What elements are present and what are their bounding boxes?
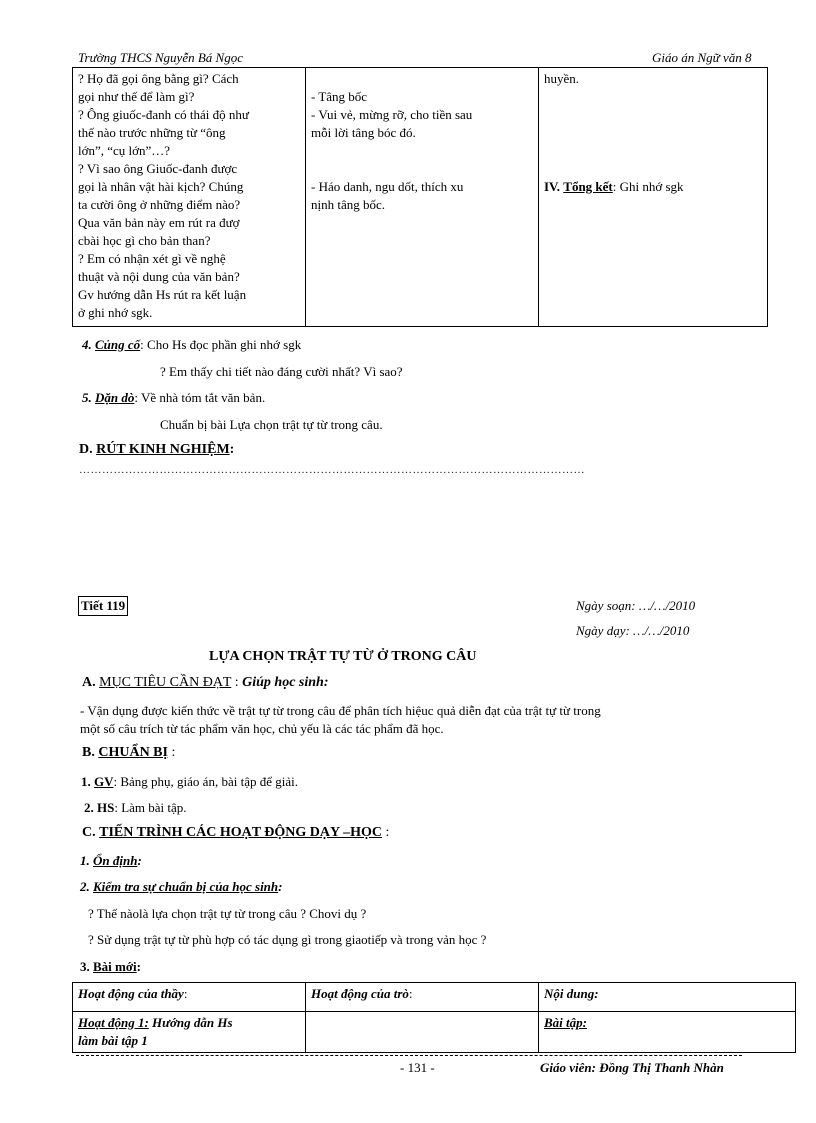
activity-table-bottom	[72, 982, 796, 1053]
footer-rule	[76, 1055, 742, 1056]
ngay-day-value: …/…/2010	[629, 623, 690, 638]
school-name: Trường THCS Nguyễn Bá Ngọc	[78, 50, 243, 65]
summary-line	[544, 178, 762, 196]
bai-moi-label: Bài mới	[93, 959, 137, 974]
text-line: ? Em có nhận xét gì về nghệ	[78, 251, 226, 266]
section-title: MỤC TIÊU CẦN ĐẠT	[99, 675, 232, 690]
cung-co-section	[82, 336, 301, 354]
section-title: CHUẨN BỊ	[98, 745, 168, 760]
chuan-bi-gv	[81, 773, 298, 791]
muc-tieu-heading	[82, 675, 328, 691]
ngay-soan-value: …/…/2010	[635, 598, 696, 613]
chuan-bi-hs	[84, 799, 187, 817]
bai-moi-colon: :	[136, 959, 142, 974]
dan-do-number: 5.	[82, 390, 92, 405]
section-colon: :	[382, 825, 390, 840]
ngay-day-label: Ngày dạy:	[576, 623, 630, 638]
kiem-tra-number: 2.	[80, 879, 90, 894]
summary-text: : Ghi nhớ sgk	[612, 179, 684, 194]
document-name: Giáo án Ngữ văn 8	[652, 50, 752, 65]
header-content	[539, 983, 796, 1012]
cung-co-text: : Cho Hs đọc phần ghi nhớ sgk	[140, 337, 302, 352]
cung-co-number: 4.	[82, 337, 92, 352]
cung-co-question: ? Em thấy chi tiết nào đáng cười nhất? Vì sao?	[160, 364, 403, 379]
kiem-tra-label: Kiểm tra sự chuẩn bị của học sinh	[93, 879, 279, 894]
gv-text: : Bảng phụ, giáo án, bài tập để giải.	[113, 774, 298, 789]
text-line: - Vui vẻ, mừng rỡ, cho tiền sau	[311, 107, 473, 122]
header-teacher-colon: :	[183, 986, 188, 1001]
text-line: mỗi lời tâng bóc đó.	[311, 125, 416, 140]
kiem-tra-question-1: ? Thế nàolà lựa chọn trật tự từ trong câu ? Chovi dụ ?	[88, 906, 367, 921]
muc-tieu-line-2: một số câu trích từ tác phẩm văn học, chủ yếu là các tác phẩm đã học.	[80, 721, 444, 736]
text-line: - Háo danh, ngu dốt, thích xu	[311, 179, 464, 194]
header-student-label: Hoạt động của trò	[311, 986, 409, 1001]
kiem-tra-question-2: ? Sử dụng trật tự từ phù hợp có tác dụng gì trong giaotiếp và trong vản học ?	[88, 932, 487, 947]
section-subtitle: Giúp học sinh:	[242, 675, 329, 690]
section-colon: :	[229, 442, 235, 457]
gv-label: GV	[94, 774, 114, 789]
text-line: Gv hướng dẫn Hs rút ra kết luận	[78, 287, 247, 302]
dan-do-text: : Về nhà tóm tắt văn bản.	[134, 390, 266, 405]
summary-heading: Tổng kết	[563, 179, 613, 194]
dan-do-heading: Dặn dò	[95, 390, 135, 405]
summary-number: IV.	[544, 179, 561, 194]
hs-text: : Làm bài tập.	[114, 800, 187, 815]
muc-tieu-line-1: - Vận dụng được kiến thức về trật tự từ trong câu để phân tích hiệuc quả diễn đạt của trật tự từ trong	[80, 703, 601, 718]
on-dinh-colon: :	[137, 853, 142, 868]
text-line: gọi là nhân vật hài kịch? Chúng	[78, 179, 244, 194]
section-prefix: D.	[79, 442, 93, 457]
rut-kinh-nghiem-heading	[79, 442, 234, 458]
teacher-name: Giáo viên: Đồng Thị Thanh Nhàn	[540, 1060, 724, 1075]
header-student	[306, 983, 539, 1012]
text-line: ta cười ông ở những điểm nào?	[78, 197, 241, 212]
teacher-column	[73, 68, 306, 327]
text-line: lớn”, “cụ lớn”…?	[78, 143, 171, 158]
text-line: huyền.	[544, 71, 580, 86]
dan-do-prepare: Chuẩn bị bài Lựa chọn trật tự từ trong câu.	[160, 417, 383, 432]
content-column	[539, 68, 768, 327]
page-number: - 131 -	[400, 1060, 435, 1075]
bai-moi-number: 3.	[80, 959, 90, 974]
text-line: nịnh tâng bốc.	[311, 197, 386, 212]
bai-tap-label: Bài tập:	[544, 1015, 587, 1030]
activity-1-text: Hướng dẫn Hs	[148, 1015, 233, 1030]
text-line: cbài học gì cho bản than?	[78, 233, 211, 248]
header-teacher	[73, 983, 306, 1012]
tien-trinh-heading	[82, 825, 389, 841]
text-line: ? Họ đã gọi ông bằng gì? Cách	[78, 71, 239, 86]
hs-number: 2.	[84, 800, 94, 815]
hs-label: HS	[97, 800, 115, 815]
lesson-title: LỰA CHỌN TRẬT TỰ TỪ Ở TRONG CÂU	[209, 649, 477, 664]
activity-1-cell	[73, 1012, 306, 1053]
section-title: TIẾN TRÌNH CÁC HOẠT ĐỘNG DẠY –HỌC	[99, 825, 383, 840]
text-line: ở ghi nhớ sgk.	[78, 305, 153, 320]
activity-1-student-cell	[306, 1012, 539, 1053]
text-line: - Tâng bốc	[311, 89, 368, 104]
activity-1-line-1	[78, 1014, 300, 1032]
activity-table-top	[72, 67, 768, 327]
dan-do-section	[82, 389, 265, 407]
header-content-label: Nội dung:	[544, 986, 599, 1001]
section-sep: :	[231, 675, 243, 690]
text-line: thế nào trước những từ “ông	[78, 125, 226, 140]
lesson-number-box: Tiết 119	[78, 596, 128, 616]
kiem-tra-colon: :	[278, 879, 283, 894]
section-prefix: B.	[82, 745, 95, 760]
text-line: Qua văn bản này em rút ra đượ	[78, 215, 240, 230]
section-prefix: C.	[82, 825, 96, 840]
text-line: gọi như thế để làm gì?	[78, 89, 195, 104]
on-dinh	[80, 852, 142, 870]
ngay-soan	[576, 597, 695, 615]
on-dinh-number: 1.	[80, 853, 90, 868]
section-prefix: A.	[82, 675, 96, 690]
student-column	[306, 68, 539, 327]
cung-co-heading: Củng cố	[95, 337, 141, 352]
text-line: thuật và nội dung của văn bản?	[78, 269, 240, 284]
header-teacher-label: Hoạt động của thầy	[78, 986, 184, 1001]
bai-moi	[80, 958, 141, 976]
activity-1-label: Hoạt động 1:	[78, 1015, 149, 1030]
text-line: ? Ông giuốc-đanh có thái độ như	[78, 107, 249, 122]
gv-number: 1.	[81, 774, 91, 789]
activity-1-content-cell	[539, 1012, 796, 1053]
on-dinh-label: Ổn định	[93, 853, 138, 868]
kiem-tra	[80, 878, 282, 896]
ngay-day	[576, 622, 689, 640]
text-line: ? Vì sao ông Giuốc-đanh được	[78, 161, 238, 176]
section-colon: :	[167, 745, 176, 760]
ngay-soan-label: Ngày soạn:	[576, 598, 636, 613]
chuan-bi-heading	[82, 745, 175, 761]
section-title: RÚT KINH NGHIỆM	[96, 442, 230, 457]
header-student-colon: :	[408, 986, 413, 1001]
dotted-line: ……………………………………………………………………………………………………………………	[79, 464, 585, 476]
activity-1-line-2: làm bài tập 1	[78, 1033, 148, 1048]
